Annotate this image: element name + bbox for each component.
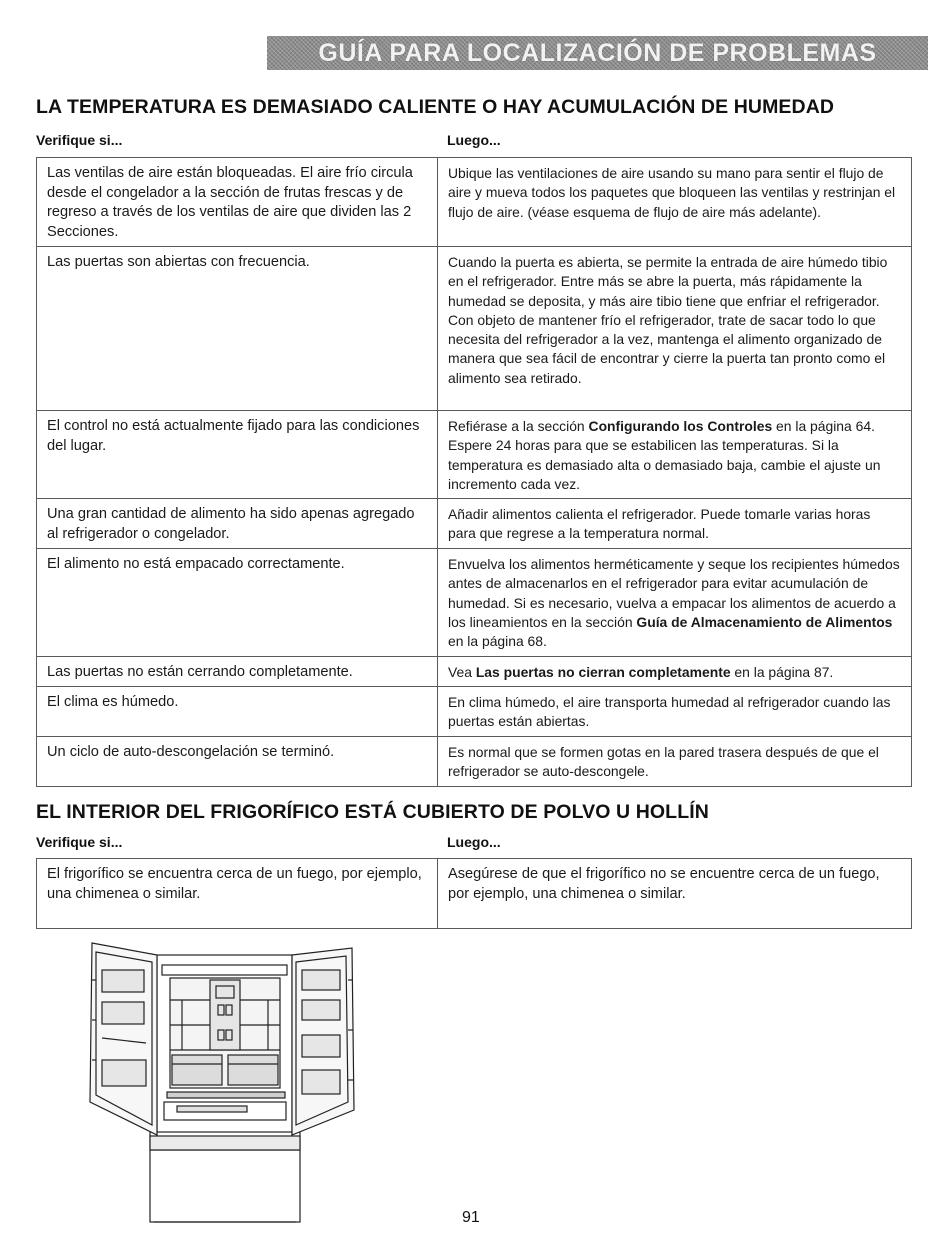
check-cell: El clima es húmedo. [37,687,438,737]
then-cell [438,411,912,499]
section-title-dust: EL INTERIOR DEL FRIGORÍFICO ESTÁ CUBIERTO DE POLVO U HOLLÍN [36,801,709,823]
then-cell: Asegúrese de que el frigorífico no se encuentre cerca de un fuego, por ejemplo, una chimenea o similar. [438,859,912,929]
table-row [37,247,912,411]
check-cell: Un ciclo de auto-descongelación se terminó. [37,736,438,786]
section-title-temperature: LA TEMPERATURA ES DEMASIADO CALIENTE O HAY ACUMULACIÓN DE HUMEDAD [36,96,835,118]
then-cell: En clima húmedo, el aire transporta humedad al refrigerador cuando las puertas están abiertas. [438,687,912,737]
then-cell: Cuando la puerta es abierta, se permite la entrada de aire húmedo tibio en el refrigerador. Entre más se abre la puerta, más rápidamente la humedad se deposita, y más aire tibio tiene que enfriar el refrigerador. Con objeto de mantener frío el refrigerador, trate de sacar todo lo que necesita del refrigerador a la vez, mantenga el alimento organizado de manera que sea fácil de encontrar y cierre la puerta tan pronto como el alimento sea retirado. [438,247,912,411]
then-text: Refiérase a la sección [448,418,589,434]
then-cell: Ubique las ventilaciones de aire usando su mano para sentir el flujo de aire y mueva todos los paquetes que bloqueen las ventilas y restrinjan el flujo de aire. (véase esquema de flujo de aire más adelante). [438,158,912,247]
troubleshooting-table-temperature [36,157,912,787]
then-cell: Añadir alimentos calienta el refrigerador. Puede tomarle varias horas para que regrese a la temperatura normal. [438,499,912,549]
check-cell: Una gran cantidad de alimento ha sido apenas agregado al refrigerador o congelador. [37,499,438,549]
table-row [37,859,912,929]
then-cell [438,549,912,656]
check-cell: Las ventilas de aire están bloqueadas. El aire frío circula desde el congelador a la sección de frutas frescas y de regreso a través de los ventilas de aire que dividen las 2 Secciones. [37,158,438,247]
table-row [37,549,912,656]
check-cell: Las puertas son abiertas con frecuencia. [37,247,438,411]
then-cell: Es normal que se formen gotas en la pared trasera después de que el refrigerador se auto-descongele. [438,736,912,786]
table-row [37,499,912,549]
refrigerator-illustration [82,940,372,1228]
check-cell: Las puertas no están cerrando completamente. [37,656,438,687]
then-text: Vea [448,663,476,680]
then-text: en la página 68. [448,633,547,650]
check-cell: El frigorífico se encuentra cerca de un fuego, por ejemplo, una chimenea o similar. [37,859,438,929]
column-header-then: Luego... [447,132,501,148]
then-text: en la página 87. [730,663,834,680]
reference-link-configurando-controles: Configurando los Controles [588,418,773,434]
banner-title: GUÍA PARA LOCALIZACIÓN DE PROBLEMAS [318,38,877,67]
then-text: en la página 64. Espere 24 horas para que se estabilicen las temperaturas. Si la temperatura es demasiado alta o demasiado baja, cambie el ajuste un incremento cada vez. [448,418,881,492]
table-row [37,687,912,737]
troubleshooting-table-dust [36,858,912,929]
page-banner [267,36,928,70]
table-row [37,736,912,786]
reference-link-guia-almacenamiento: Guía de Almacenamiento de Alimentos [636,614,893,631]
column-header-check: Verifique si... [36,834,123,850]
table-row [37,158,912,247]
page-number: 91 [462,1209,480,1226]
then-cell [438,656,912,687]
check-cell: El alimento no está empacado correctamente. [37,549,438,656]
table-row [37,411,912,499]
table-row [37,656,912,687]
column-header-then: Luego... [447,834,501,850]
then-text: Envuelva los alimentos herméticamente y seque los recipientes húmedos antes de almacenarlos en el refrigerador para evitar acumulación de humedad. Si es necesario, vuelva a empacar los alimentos de acuerdo a los lineamientos en la sección [448,556,900,631]
column-header-check: Verifique si... [36,132,123,148]
reference-link-puertas-no-cierran: Las puertas no cierran completamente [475,663,731,680]
check-cell: El control no está actualmente fijado para las condiciones del lugar. [37,411,438,499]
